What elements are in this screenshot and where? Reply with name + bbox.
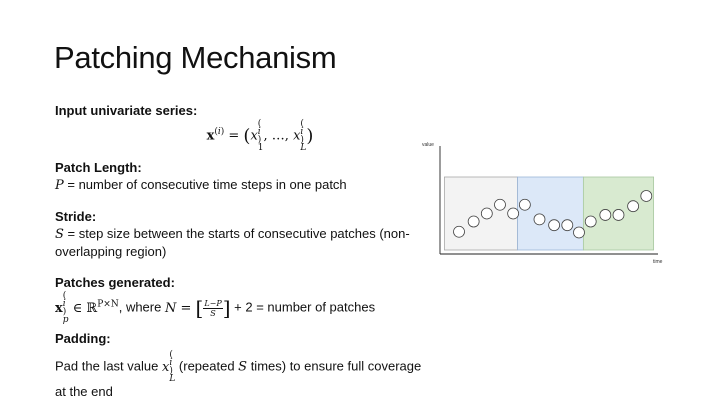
patch-rect-2 <box>518 177 584 250</box>
stride-definition <box>55 225 425 260</box>
padding-text-before: Pad the last value <box>55 358 162 374</box>
slide-title: Patching Mechanism <box>54 40 337 75</box>
data-point <box>562 220 573 231</box>
data-point <box>585 216 596 227</box>
data-point <box>600 209 611 220</box>
padding-var: S <box>238 359 248 375</box>
data-point <box>519 199 530 210</box>
patches-formula: x ( i ) p ∈ ℝ$^{P\times N}$, where N = [ $\frac{L-P}{S}$ ] + 2 = number of patches <box>55 291 376 325</box>
data-point <box>628 201 639 212</box>
patches-heading: Patches generated: <box>55 275 175 290</box>
data-point <box>573 227 584 238</box>
padding-text-mid: (repeated <box>175 358 239 374</box>
stride-heading: Stride: <box>55 209 97 224</box>
stride-var: S <box>55 227 64 242</box>
data-point <box>468 216 479 227</box>
patch-length-var: P <box>55 178 64 193</box>
section-patch-length <box>55 159 425 194</box>
input-heading: Input univariate series: <box>55 103 198 118</box>
patch-chart <box>422 140 672 266</box>
data-point <box>641 190 652 201</box>
x-axis-label: time <box>653 259 663 265</box>
section-patches <box>55 274 425 324</box>
data-point <box>454 226 465 237</box>
patch-length-text: = number of consecutive time steps in one patch <box>63 177 347 192</box>
patches-count-text: + 2 = number of patches <box>230 299 376 315</box>
data-point <box>481 208 492 219</box>
section-stride <box>55 208 425 260</box>
padding-definition: Pad the last value x ( i ) L (repeated S times) to ensure full coverage at the end <box>55 350 422 399</box>
stride-text: = step size between the starts of consecutive patches (non-overlapping region) <box>55 226 410 259</box>
data-point <box>508 208 519 219</box>
section-padding <box>55 330 425 400</box>
padding-heading: Padding: <box>55 331 111 346</box>
section-input <box>55 102 425 152</box>
y-axis-label: value <box>422 142 434 148</box>
data-point <box>534 214 545 225</box>
patch-length-heading: Patch Length: <box>55 160 142 175</box>
data-point <box>494 199 505 210</box>
patch-length-definition <box>55 176 425 194</box>
patches-where-text: , where <box>118 299 165 315</box>
data-point <box>613 209 624 220</box>
padding-text-after: times) to ensure full coverage at the end <box>55 358 422 399</box>
data-point <box>549 220 560 231</box>
input-formula: $x^{(i)} = (x$ ( i ) 1 , …, x ( i ) L ) <box>206 119 314 153</box>
